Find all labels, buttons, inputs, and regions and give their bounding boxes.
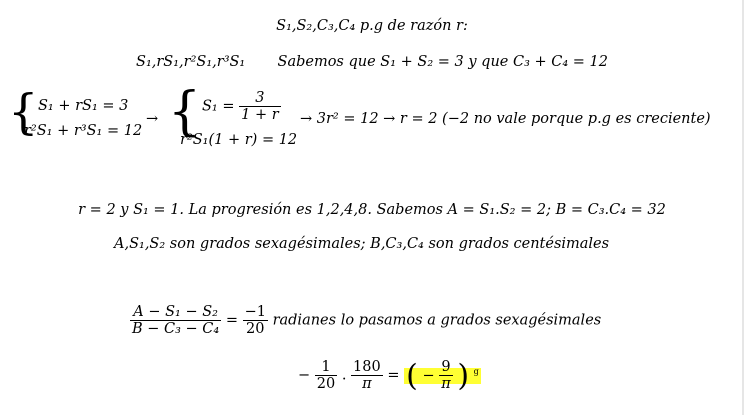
eq-text: r²S₁ + r³S₁ = 12 — [24, 123, 143, 139]
numerator: −1 — [244, 304, 266, 320]
arrow-symbol: → — [146, 111, 159, 127]
minus-sign: − — [298, 367, 311, 384]
numerator: 3 — [255, 90, 265, 106]
numerator: 180 — [353, 359, 381, 375]
denominator: π — [351, 375, 383, 392]
exponent-g: g — [473, 366, 479, 376]
line-2 — [0, 54, 744, 70]
denominator: 20 — [243, 320, 268, 337]
line-6 — [114, 236, 609, 252]
highlighted-result — [404, 358, 481, 393]
system-2-eq-2 — [180, 132, 297, 148]
fraction-180-over-pi — [351, 359, 383, 392]
system-1-eq-1 — [38, 98, 128, 114]
line-5 — [0, 202, 744, 218]
denominator: B − C₃ − C₄ — [132, 321, 220, 337]
eq-text: r²S₁(1 + r) = 12 — [180, 132, 298, 148]
denominator: 20 — [316, 376, 336, 392]
result-text: → 3r² = 12 → r = 2 (−2 no vale porque p.g es creciente) — [300, 111, 711, 127]
fraction-9-over-pi — [439, 359, 453, 392]
system-1-eq-2 — [24, 123, 142, 139]
system-1-brace: { — [8, 84, 39, 140]
degree-systems-text: A,S₁,S₂ son grados sexagésimales; B,C₃,C₄ son grados centésimales — [114, 236, 610, 252]
denominator: 1 + r — [241, 107, 279, 123]
fraction-3-over-1-plus-r — [239, 90, 281, 123]
dot-operator: . — [341, 367, 347, 384]
equals-sign: = — [387, 367, 400, 384]
numerator: 9 — [441, 359, 451, 375]
minus-sign: − — [422, 367, 435, 384]
eq-text: S₁ + rS₁ = 3 — [38, 98, 129, 114]
system-2-brace: { — [168, 82, 202, 142]
arrow-1 — [146, 111, 158, 127]
denominator: π — [441, 376, 451, 392]
close-paren: ) — [457, 358, 470, 393]
title-text: S₁,S₂,C₃,C₄ p.g de razón r: — [276, 18, 468, 34]
result-chain — [300, 111, 711, 127]
lhs-text: S₁ = — [202, 98, 240, 115]
fraction-1-over-20 — [315, 359, 337, 392]
given-sums: Sabemos que S₁ + S₂ = 3 y que C₃ + C₄ = 12 — [277, 54, 608, 70]
line-7-expression — [130, 304, 601, 337]
fraction-minus-1-over-20 — [243, 304, 268, 337]
numerator: 1 — [321, 359, 331, 375]
numerator: A − S₁ − S₂ — [133, 304, 218, 320]
line-1-title — [0, 18, 744, 34]
open-paren: ( — [406, 358, 418, 393]
fraction-a-over-b — [130, 304, 221, 337]
system-2-eq-1 — [202, 90, 281, 123]
equals-sign: = — [225, 312, 238, 329]
conversion-text: radianes lo pasamos a grados sexagésimales — [272, 312, 602, 329]
progression-terms: S₁,rS₁,r²S₁,r³S₁ — [136, 54, 246, 70]
sequence-result-text: r = 2 y S₁ = 1. La progresión es 1,2,4,8. Sabemos A = S₁.S₂ = 2; B = C₃.C₄ = 32 — [78, 202, 666, 218]
line-8-final — [298, 358, 481, 393]
